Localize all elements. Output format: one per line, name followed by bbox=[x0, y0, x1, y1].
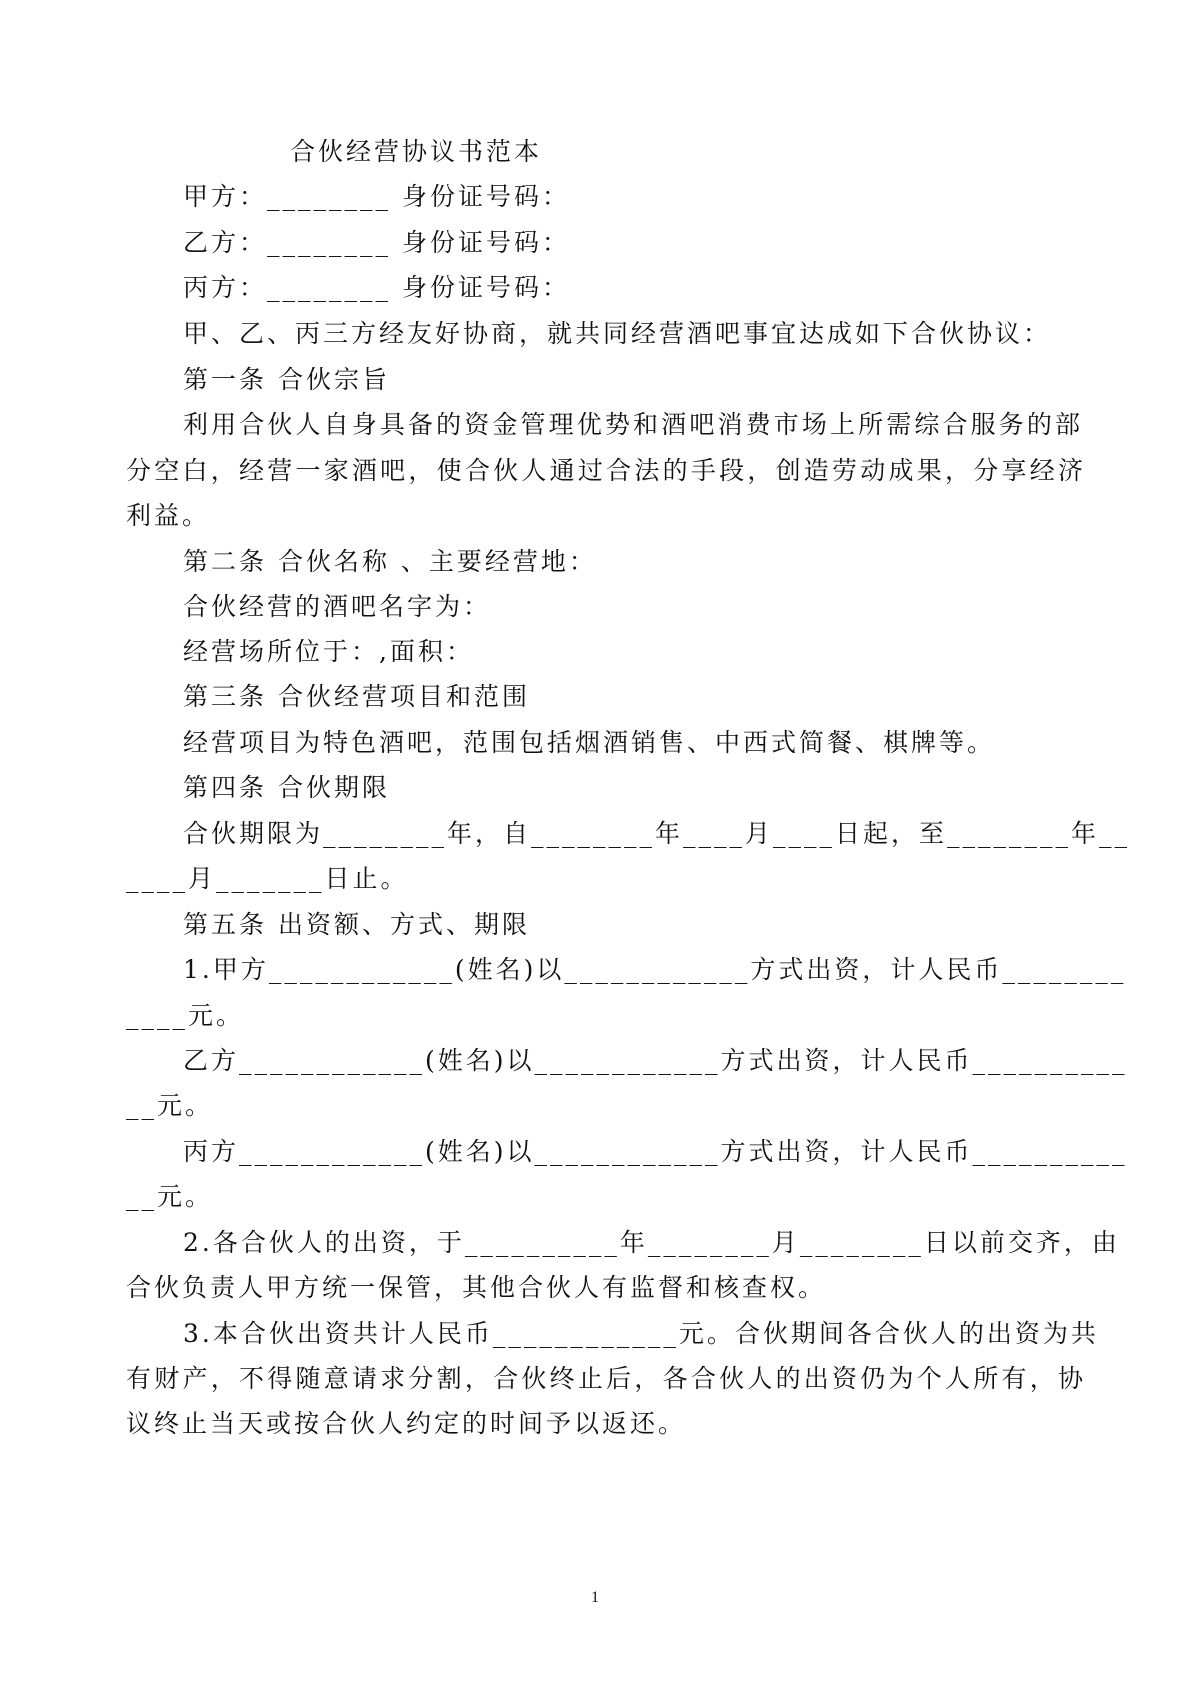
paragraph-line: 经营项目为特色酒吧，范围包括烟酒销售、中西式简餐、棋牌等。 bbox=[183, 728, 996, 757]
paragraph-line: 经营场所位于：,面积： bbox=[183, 637, 474, 666]
article-4-heading: 第四条 合伙期限 bbox=[183, 773, 390, 802]
paragraph-line: ____月_______日止。 bbox=[126, 864, 409, 893]
paragraph-line: __元。 bbox=[126, 1182, 214, 1211]
document-title: 合伙经营协议书范本 bbox=[290, 137, 543, 166]
paragraph-line: 分空白，经营一家酒吧，使合伙人通过合法的手段，创造劳动成果，分享经济 bbox=[126, 456, 1086, 485]
article-3-heading: 第三条 合伙经营项目和范围 bbox=[183, 682, 530, 711]
paragraph-line: __元。 bbox=[126, 1091, 214, 1120]
party-a-line: 甲方：________ 身份证号码： bbox=[183, 182, 570, 211]
paragraph-line: ____元。 bbox=[126, 1001, 245, 1030]
paragraph-line: 利用合伙人自身具备的资金管理优势和酒吧消费市场上所需综合服务的部 bbox=[183, 410, 1083, 439]
page-number: 1 bbox=[591, 1589, 599, 1606]
paragraph-line: 利益。 bbox=[126, 501, 211, 530]
paragraph-line: 乙方____________(姓名)以____________方式出资，计人民币__________ bbox=[183, 1046, 1128, 1075]
party-b-line: 乙方：________ 身份证号码： bbox=[183, 228, 570, 257]
paragraph-line: 2.各合伙人的出资，于__________年________月________日以前交齐，由 bbox=[183, 1228, 1120, 1257]
paragraph-line: 3.本合伙出资共计人民币____________元。合伙期间各合伙人的出资为共 bbox=[183, 1319, 1099, 1348]
paragraph-line: 合伙负责人甲方统一保管，其他合伙人有监督和核查权。 bbox=[126, 1273, 827, 1302]
party-c-line: 丙方：________ 身份证号码： bbox=[183, 273, 570, 302]
paragraph-line: 丙方____________(姓名)以____________方式出资，计人民币__________ bbox=[183, 1137, 1128, 1166]
preamble-line: 甲、乙、丙三方经友好协商，就共同经营酒吧事宜达成如下合伙协议： bbox=[183, 319, 1052, 348]
paragraph-line: 有财产，不得随意请求分割，合伙终止后，各合伙人的出资仍为个人所有，协 bbox=[126, 1364, 1086, 1393]
paragraph-line: 1.甲方____________(姓名)以____________方式出资，计人民币________ bbox=[183, 955, 1127, 984]
article-5-heading: 第五条 出资额、方式、期限 bbox=[183, 910, 530, 939]
paragraph-line: 合伙期限为________年，自________年____月____日起，至________年__ bbox=[183, 819, 1131, 848]
paragraph-line: 合伙经营的酒吧名字为： bbox=[183, 592, 492, 621]
article-2-heading: 第二条 合伙名称 、主要经营地： bbox=[183, 547, 597, 576]
article-1-heading: 第一条 合伙宗旨 bbox=[183, 365, 390, 394]
paragraph-line: 议终止当天或按合伙人约定的时间予以返还。 bbox=[126, 1409, 687, 1438]
